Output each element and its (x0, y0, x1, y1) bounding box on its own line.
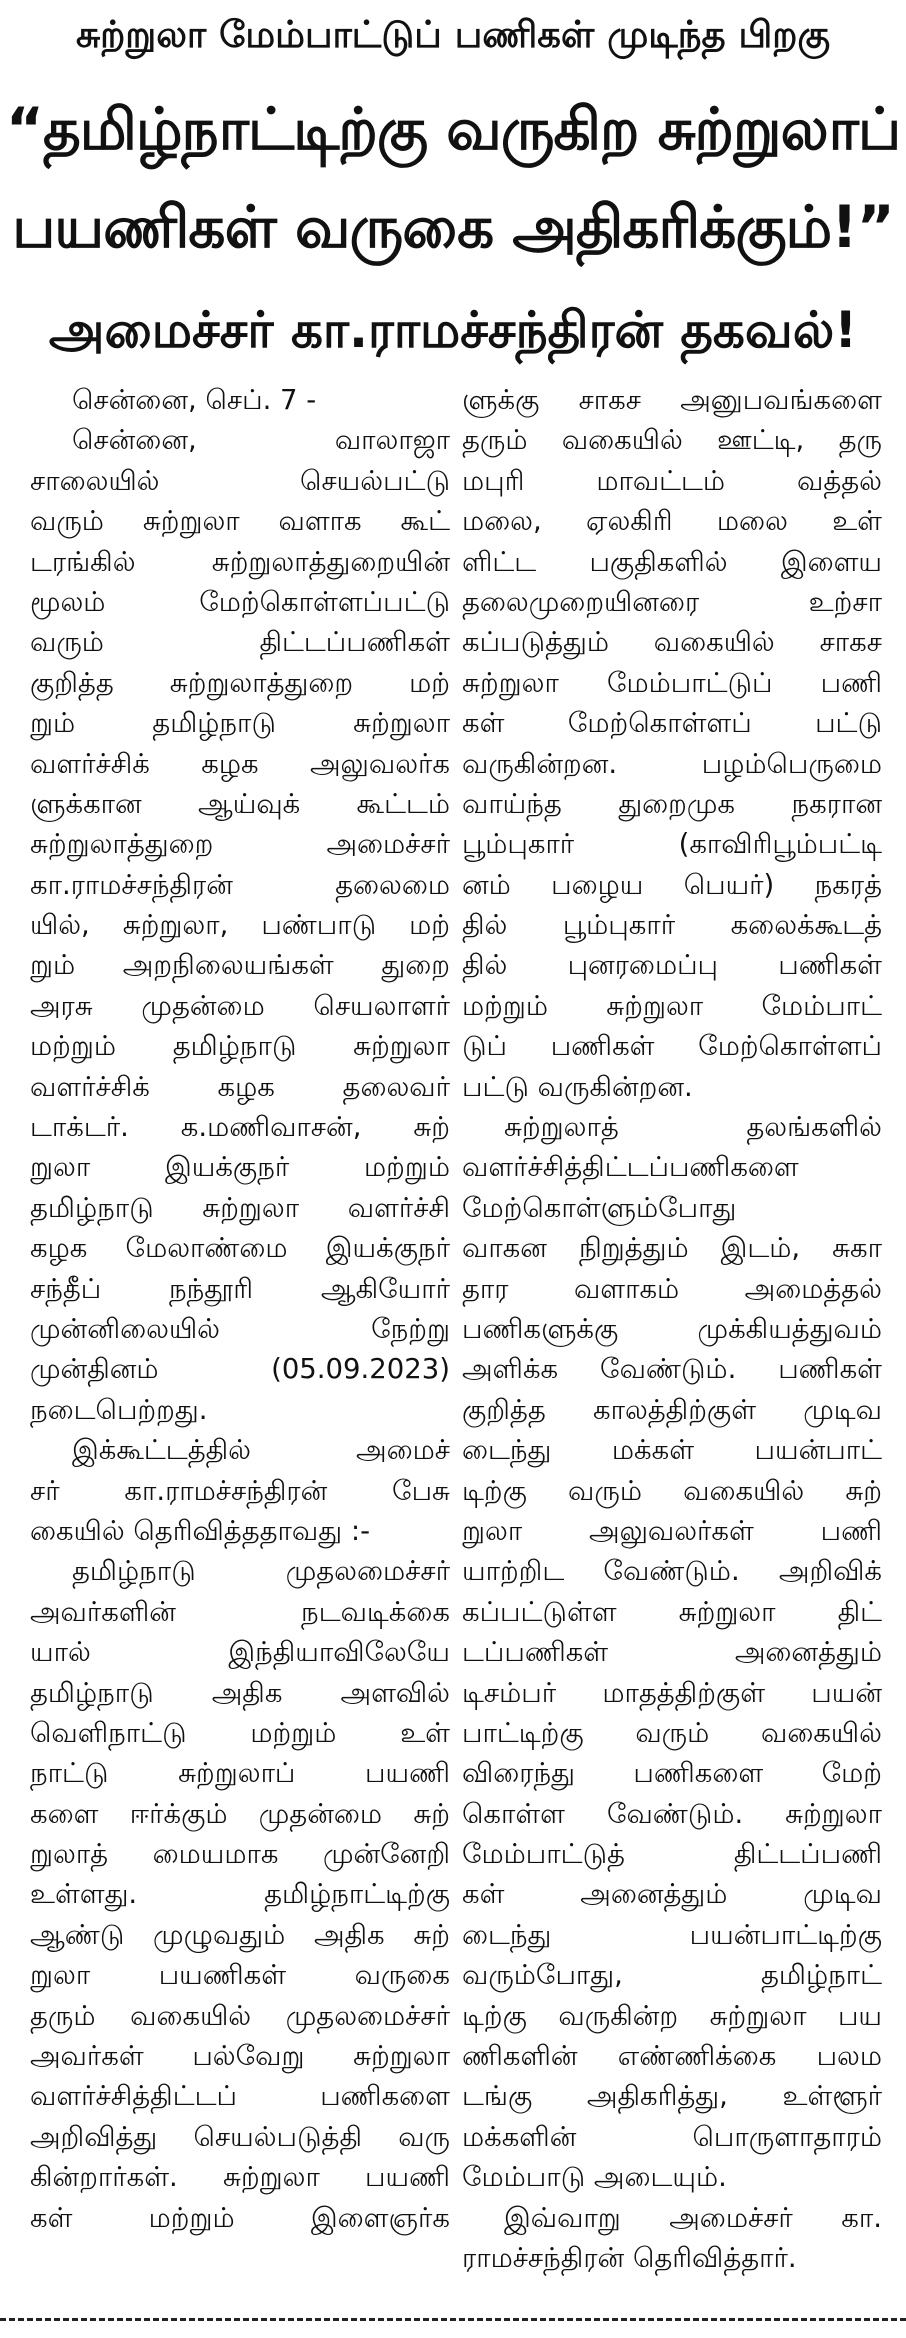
article-line: அவர்கள் பல்வேறு சுற்றுலா (30, 2040, 450, 2073)
article-line: தில் பூம்புகார் கலைக்கூடத் (462, 909, 882, 942)
article-line: கப்படுத்தும் வகையில் சாகச (462, 626, 882, 659)
article-line: தரும் வகையில் ஊட்டி, தரு (462, 424, 882, 457)
article-line: வளர்ச்சித்திட்டப்பணிகளை (462, 1151, 799, 1184)
article-line: அறிவித்து செயல்படுத்தி வரு (30, 2120, 450, 2153)
article-line: தமிழ்நாடு சுற்றுலா வளர்ச்சி (30, 1191, 450, 1224)
article-line: அரசு முதன்மை செயலாளர் (30, 989, 450, 1022)
article-line: உள்ளது. தமிழ்நாட்டிற்கு (30, 1878, 450, 1911)
article-line: சென்னை, வாலாஜா (72, 424, 450, 457)
article-line: நாட்டு சுற்றுலாப் பயணி (30, 1757, 450, 1790)
article-line: குறித்த சுற்றுலாத்துறை மற் (30, 666, 450, 699)
article-line: தமிழ்நாடு அதிக அளவில் (30, 1676, 450, 1709)
headline-line-2: பயணிகள் வருகை அதிகரிக்கும்!” (12, 193, 894, 261)
article-line: கள் மேற்கொள்ளப் பட்டு (462, 707, 882, 740)
article-line: மபுரி மாவட்டம் வத்தல் (462, 464, 882, 497)
article-column-left (30, 380, 450, 2238)
article-line: சென்னை, செப். 7 - (72, 384, 317, 416)
article-line: இவ்வாறு அமைச்சர் கா. (504, 2201, 882, 2234)
article-line: கள் அனைத்தும் முடிவ (462, 1878, 882, 1911)
article-line: விரைந்து பணிகளை மேற் (462, 1757, 882, 1790)
article-line: ளுக்கு சாகச அனுபவங்களை (462, 384, 882, 416)
article-line: வெளிநாட்டு மற்றும் உள் (30, 1716, 450, 1749)
article-line: கப்பட்டுள்ள சுற்றுலா திட் (462, 1595, 882, 1628)
article-line: வாகன நிறுத்தும் இடம், சுகா (462, 1232, 882, 1265)
article-line: சுற்றுலாத்துறை அமைச்சர் (30, 828, 450, 861)
article-line: ளிட்ட பகுதிகளில் இளைய (462, 545, 882, 578)
article-line: வரும் சுற்றுலா வளாக கூட் (30, 505, 450, 538)
article-line: அவர்களின் நடவடிக்கை (30, 1595, 450, 1628)
article-line: பணிகளுக்கு முக்கியத்துவம் (462, 1312, 882, 1345)
article-column-right (462, 380, 882, 2278)
headline (0, 80, 906, 276)
article-line: யாற்றிட வேண்டும். அறிவிக் (462, 1555, 882, 1588)
article-line: மக்களின் பொருளாதாரம் (462, 2120, 882, 2153)
article-line: சுற்றுலாத் தலங்களில் (504, 1111, 882, 1144)
headline-line-1: “தமிழ்நாட்டிற்கு வருகிற சுற்றுலாப் (5, 95, 901, 163)
article-line: பாட்டிற்கு வரும் வகையில் (462, 1716, 882, 1749)
article-line: மற்றும் சுற்றுலா மேம்பாட் (462, 989, 882, 1022)
article-line: இக்கூட்டத்தில் அமைச் (72, 1434, 450, 1467)
article-line: ணிகளின் எண்ணிக்கை பலம (462, 2040, 882, 2073)
article-line: ஆண்டு முழுவதும் அதிக சுற் (30, 1918, 450, 1951)
article-line: வளர்ச்சிக் கழக தலைவர் (30, 1070, 450, 1103)
article-line: மூலம் மேற்கொள்ளப்பட்டு (30, 585, 450, 618)
article-line: வருகின்றன. பழம்பெருமை (462, 747, 882, 780)
article-line: கழக மேலாண்மை இயக்குநர் (30, 1232, 450, 1265)
article-line: சுற்றுலா மேம்பாட்டுப் பணி (462, 666, 882, 699)
article-line: குறித்த காலத்திற்குள் முடிவ (462, 1393, 882, 1426)
article-line: டைந்து பயன்பாட்டிற்கு (462, 1918, 882, 1951)
article-line: டிற்கு வரும் வகையில் சுற் (462, 1474, 882, 1507)
article-line: அளிக்க வேண்டும். பணிகள் (462, 1353, 882, 1386)
article-line: கா.ராமச்சந்திரன் தலைமை (30, 868, 450, 901)
article-line: பட்டு வருகின்றன. (462, 1070, 693, 1103)
article-line: தார வளாகம் அமைத்தல் (462, 1272, 882, 1305)
article-line: றுலா இயக்குநர் மற்றும் (30, 1151, 450, 1184)
bottom-dashed-rule (0, 2318, 906, 2321)
article-line: னம் பழைய பெயர்) நகரத் (462, 868, 882, 901)
article-line: சாலையில் செயல்பட்டு (30, 464, 450, 497)
article-line: டுப் பணிகள் மேற்கொள்ளப் (462, 1030, 882, 1063)
article-line: கள் மற்றும் இளைஞர்க (30, 2201, 450, 2234)
article-line: டரங்கில் சுற்றுலாத்துறையின் (30, 545, 450, 578)
article-line: முன்னிலையில் நேற்று (30, 1312, 450, 1345)
article-line: களை ஈர்க்கும் முதன்மை சுற் (30, 1797, 450, 1830)
article-line: வரும் திட்டப்பணிகள் (30, 626, 450, 659)
article-line: முன்தினம் (05.09.2023) (30, 1353, 450, 1386)
article-line: ராமச்சந்திரன் தெரிவித்தார். (462, 2241, 797, 2274)
subheadline: அமைச்சர் கா.ராமச்சந்திரன் தகவல்! (48, 301, 858, 359)
article-line: ளுக்கான ஆய்வுக் கூட்டம் (30, 787, 450, 820)
article-line: றும் அறநிலையங்கள் துறை (30, 949, 450, 982)
article-line: றுலா பயணிகள் வருகை (30, 1959, 450, 1992)
article-line: சந்தீப் நந்தூரி ஆகியோர் (30, 1272, 450, 1305)
article-line: மேம்பாட்டுத் திட்டப்பணி (462, 1838, 882, 1871)
article-line: டாக்டர். க.மணிவாசன், சுற் (30, 1111, 450, 1144)
article-line: வரும்போது, தமிழ்நாட் (462, 1959, 882, 1992)
article-line: கையில் தெரிவித்ததாவது :- (30, 1514, 371, 1547)
article-line: டைந்து மக்கள் பயன்பாட் (462, 1434, 882, 1467)
article-line: மலை, ஏலகிரி மலை உள் (462, 505, 882, 538)
article-line: மேற்கொள்ளும்போது (462, 1191, 737, 1224)
article-line: தலைமுறையினரை உற்சா (462, 585, 882, 618)
article-line: றுலாத் மையமாக முன்னேறி (30, 1838, 450, 1871)
article-line: யில், சுற்றுலா, பண்பாடு மற் (30, 909, 450, 942)
article-line: வளர்ச்சிக் கழக அலுவலர்க (30, 747, 450, 780)
kicker-line: சுற்றுலா மேம்பாட்டுப் பணிகள் முடிந்த பிறகு (75, 13, 831, 56)
article-line: டிற்கு வருகின்ற சுற்றுலா பய (462, 1999, 882, 2032)
article-line: தரும் வகையில் முதலமைச்சர் (30, 1999, 450, 2032)
article-line: தமிழ்நாடு முதலமைச்சர் (72, 1555, 450, 1588)
article-line: யால் இந்தியாவிலேயே (30, 1636, 450, 1669)
article-line: சர் கா.ராமச்சந்திரன் பேசு (30, 1474, 450, 1507)
article-line: பூம்புகார் (காவிரிபூம்பட்டி (462, 828, 882, 861)
article-line: தில் புனரமைப்பு பணிகள் (462, 949, 882, 982)
article-line: டிசம்பர் மாதத்திற்குள் பயன் (462, 1676, 882, 1709)
article-line: வாய்ந்த துறைமுக நகரான (462, 787, 882, 820)
article-line: டப்பணிகள் அனைத்தும் (462, 1636, 882, 1669)
article-line: மற்றும் தமிழ்நாடு சுற்றுலா (30, 1030, 450, 1063)
article-line: மேம்பாடு அடையும். (462, 2161, 727, 2194)
article-line: கின்றார்கள். சுற்றுலா பயணி (30, 2161, 450, 2194)
article-line: வளர்ச்சித்திட்டப் பணிகளை (30, 2080, 450, 2113)
article-line: டங்கு அதிகரித்து, உள்ளூர் (462, 2080, 882, 2113)
article-line: நடைபெற்றது. (30, 1393, 208, 1426)
article-line: கொள்ள வேண்டும். சுற்றுலா (462, 1797, 882, 1830)
article-line: றுலா அலுவலர்கள் பணி (462, 1514, 882, 1547)
article-line: றும் தமிழ்நாடு சுற்றுலா (30, 707, 450, 740)
